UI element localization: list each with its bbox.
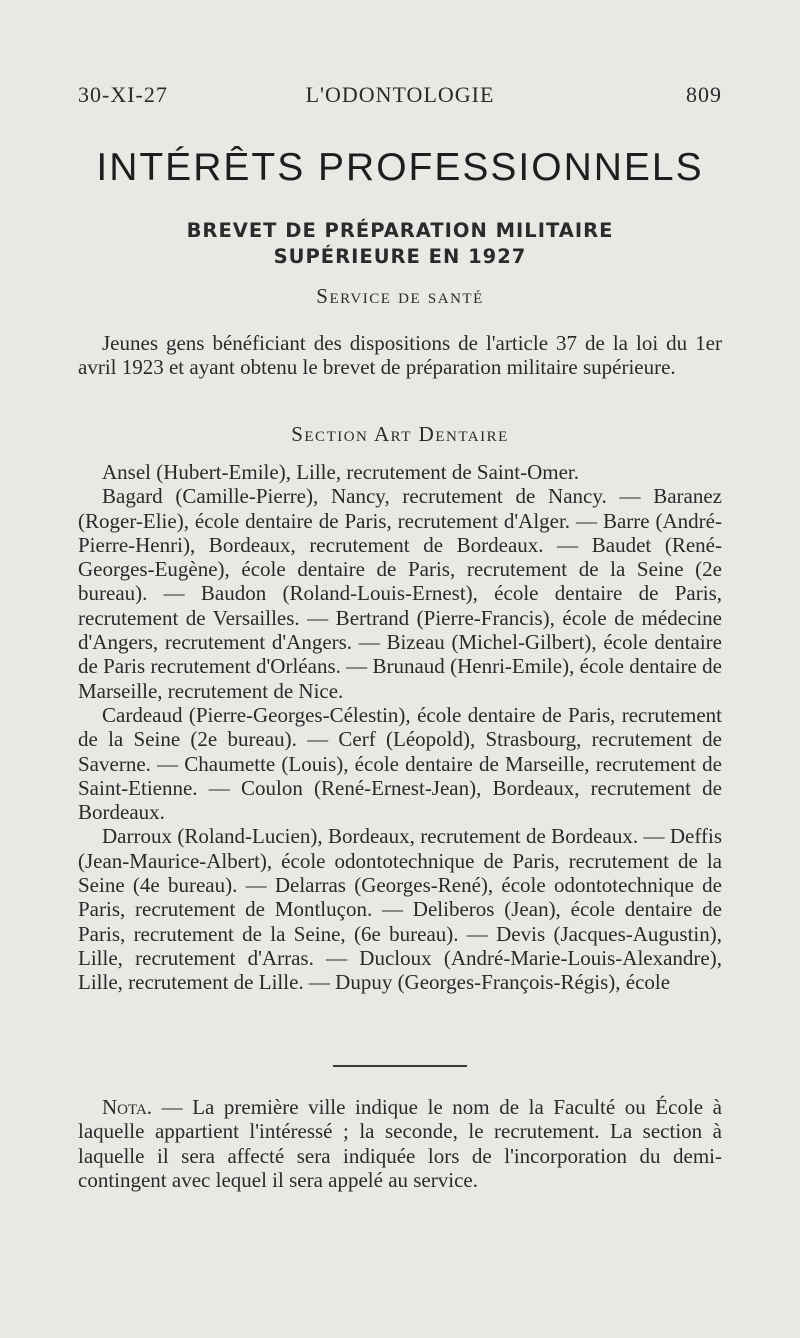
list-paragraph: Ansel (Hubert-Emile), Lille, recrutement de Saint-Omer.: [102, 460, 580, 484]
footnote-divider: [333, 1065, 467, 1067]
intro-text: Jeunes gens bénéficiant des dispositions de l'article 37 de la loi du 1er avril 1923 et ayant obtenu le brevet de préparation militaire supérieure.: [78, 331, 722, 380]
section-heading-dental: Section Art Dentaire: [291, 422, 509, 446]
article-title-line-2: SUPÉRIEURE EN 1927: [273, 245, 527, 268]
page-number: 809: [686, 82, 722, 107]
list-paragraph: Bagard (Camille-Pierre), Nancy, recrutement de Nancy. — Baranez (Roger-Elie), école dentaire de Paris, recrutement d'Alger. — Barre (André-Pierre-Henri), Bordeaux, recrutement de Bordeaux. — Baudet (René-Georges-Eugène), école dentaire de Paris, recrutement de la Seine (2e bureau). — Baudon (Roland-Louis-Ernest), école dentaire de Paris, recrutement de Versailles. — Bertrand (Pierre-Francis), école de médecine d'Angers, recrutement d'Angers. — Bizeau (Michel-Gilbert), école dentaire de Paris recrutement d'Orléans. — Brunaud (Henri-Emile), école dentaire de Marseille, recrutement de Nice.: [78, 484, 722, 703]
article-title-line-1: BREVET DE PRÉPARATION MILITAIRE: [186, 219, 614, 242]
issue-date: 30-XI-27: [78, 82, 168, 107]
section-heading-service: Service de santé: [316, 284, 484, 308]
candidate-list: [78, 460, 722, 995]
list-paragraph: Cardeaud (Pierre-Georges-Célestin), école dentaire de Paris, recrutement de la Seine (2e bureau). — Cerf (Léopold), Strasbourg, recrutement de Saverne. — Chaumette (Louis), école dentaire de Marseille, recrutement de Saint-Etienne. — Coulon (René-Ernest-Jean), Bordeaux, recrutement de Bordeaux.: [78, 702, 722, 825]
footnote-label: Nota.: [102, 1095, 153, 1119]
running-head: [78, 82, 722, 112]
journal-name: L'ODONTOLOGIE: [305, 82, 495, 107]
footnote-body: — La première ville indique le nom de la Faculté ou École à laquelle appartient l'intéressé ; la seconde, le recrutement. La section à laquelle il sera affecté sera indiquée lors de l'incorporation du demi-contingent avec lequel il sera appelé au service.: [78, 1095, 722, 1192]
page-title: INTÉRÊTS PROFESSIONNELS: [96, 146, 704, 189]
footnote-text: [78, 1095, 722, 1192]
list-paragraph: Darroux (Roland-Lucien), Bordeaux, recrutement de Bordeaux. — Deffis (Jean-Maurice-Albert), école odontotechnique de Paris, recrutement de la Seine (4e bureau). — Delarras (Georges-René), école odontotechnique de Paris, recrutement de Montluçon. — Deliberos (Jean), école dentaire de Paris, recrutement de la Seine, (6e bureau). — Devis (Jacques-Augustin), Lille, recrutement d'Arras. — Ducloux (André-Marie-Louis-Alexandre), Lille, recrutement de Lille. — Dupuy (Georges-François-Régis), école: [78, 824, 722, 995]
footnote: [78, 1095, 722, 1192]
intro-paragraph: [78, 331, 722, 380]
